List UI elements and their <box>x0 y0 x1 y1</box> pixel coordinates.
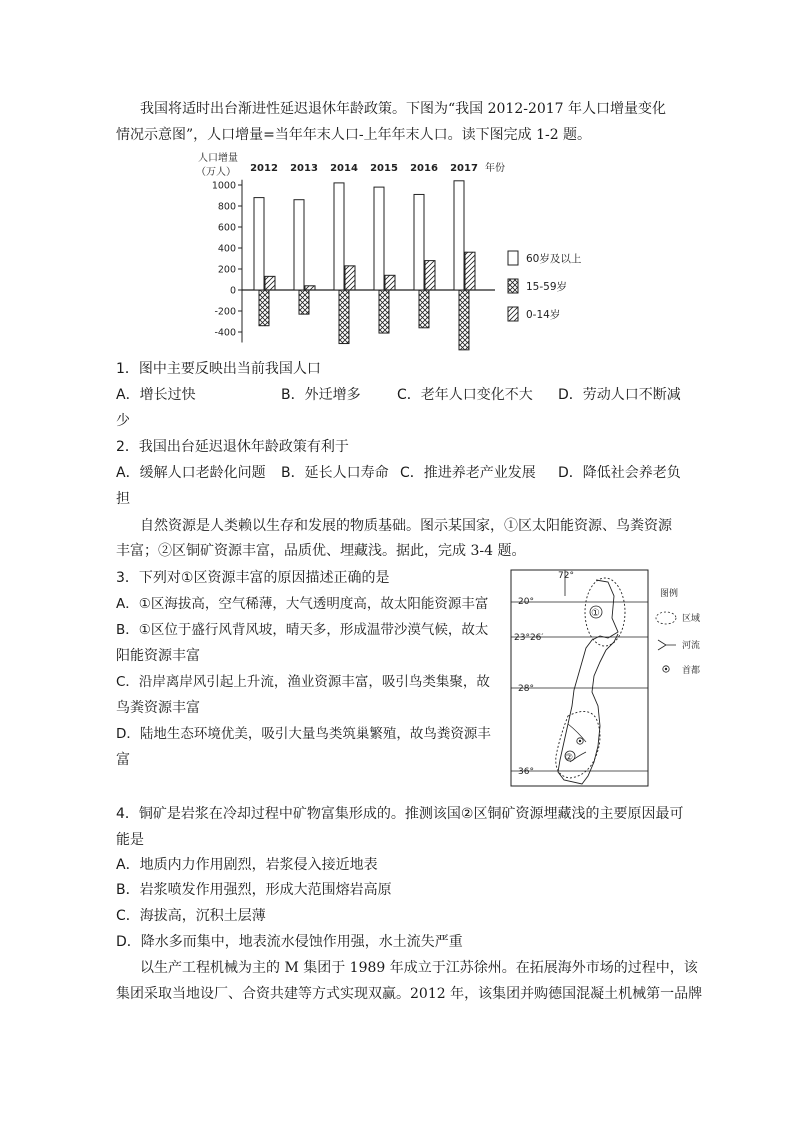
latitude-label-20: 20° <box>518 597 534 607</box>
chart-bar-15-59 <box>419 290 429 328</box>
question-3-option-d-continued: 富 <box>116 752 130 768</box>
chart-bar-60-plus <box>294 200 304 290</box>
chart-legend-label: 60岁及以上 <box>526 253 582 265</box>
question-2-option-d-continued: 担 <box>116 491 130 507</box>
chart-legend-label: 15-59岁 <box>526 281 568 293</box>
intro-paragraph-2-line-2: 丰富；②区铜矿资源丰富，品质优、埋藏浅。据此，完成 3-4 题。 <box>116 543 526 559</box>
question-1-stem: 1．图中主要反映出当前我国人口 <box>116 361 321 377</box>
question-2-option-b[interactable]: B．延长人口寿命 <box>281 465 389 481</box>
chart-y-tick-label: 1000 <box>211 180 236 192</box>
question-1-option-d-continued: 少 <box>116 413 130 429</box>
chart-bar-0-14 <box>465 252 475 290</box>
chart-bar-0-14 <box>265 276 275 290</box>
question-4-option-b[interactable]: B．岩浆喷发作用强烈，形成大范围熔岩高原 <box>116 882 392 898</box>
intro-paragraph-3-line-1: 以生产工程机械为主的 M 集团于 1989 年成立于江苏徐州。在拓展海外市场的过程中，该 <box>140 960 698 976</box>
chart-bar-15-59 <box>259 290 269 326</box>
intro-paragraph-2-line-1: 自然资源是人类赖以生存和发展的物质基础。图示某国家，①区太阳能资源、鸟粪资源 <box>140 518 672 534</box>
region-2-label: ② <box>565 753 574 763</box>
question-1-option-d[interactable]: D．劳动人口不断减 <box>558 387 681 403</box>
chart-bar-60-plus <box>454 181 464 290</box>
intro-paragraph-1-line-2: 情况示意图”，人口增量=当年年末人口-上年年末人口。读下图完成 1-2 题。 <box>116 127 592 143</box>
question-4-stem: 4．铜矿是岩浆在冷却过程中矿物富集形成的。推测该国②区铜矿资源埋藏浅的主要原因最可 <box>116 806 684 822</box>
legend-title: 图例 <box>660 589 679 599</box>
chart-bar-0-14 <box>385 275 395 290</box>
chart-bar-0-14 <box>305 286 315 290</box>
chart-category-label: 2013 <box>290 163 318 174</box>
country-map-figure <box>508 566 708 791</box>
chart-bar-60-plus <box>254 198 264 290</box>
question-3-option-b[interactable]: B．①区位于盛行风背风坡，晴天多，形成温带沙漠气候，故太 <box>116 622 489 638</box>
question-2-option-d[interactable]: D．降低社会养老负 <box>558 465 681 481</box>
chart-y-tick-label: 0 <box>229 285 236 297</box>
chart-x-axis-label: 年份 <box>485 163 505 174</box>
question-1-option-a[interactable]: A．增长过快 <box>116 387 196 403</box>
question-1-option-c[interactable]: C．老年人口变化不大 <box>397 387 533 403</box>
legend-capital-label: 首都 <box>682 666 701 676</box>
capital-marker-dot <box>579 740 581 742</box>
population-increment-chart <box>190 145 610 360</box>
question-4-stem-continued: 能是 <box>116 832 144 848</box>
chart-y-tick-label: 800 <box>217 201 236 213</box>
chart-y-tick-label: -400 <box>214 327 236 339</box>
chart-legend-swatch <box>508 307 518 321</box>
chart-bar-15-59 <box>379 290 389 333</box>
longitude-label-72: 72° <box>558 571 574 581</box>
question-3-option-c-continued: 鸟粪资源丰富 <box>116 700 200 716</box>
chart-bar-60-plus <box>414 194 424 290</box>
region-1-label: ① <box>591 608 600 619</box>
chart-bar-0-14 <box>425 261 435 290</box>
chart-y-tick-label: 400 <box>217 243 236 255</box>
region-2-outline <box>556 711 600 778</box>
question-3-option-c[interactable]: C．沿岸离岸风引起上升流，渔业资源丰富，吸引鸟类集聚，故 <box>116 674 490 690</box>
question-3-option-b-continued: 阳能资源丰富 <box>116 648 200 664</box>
chart-category-label: 2014 <box>330 163 358 174</box>
chart-category-label: 2015 <box>370 163 398 174</box>
chart-legend-label: 0-14岁 <box>526 309 561 321</box>
question-3-option-d[interactable]: D．陆地生态环境优美，吸引大量鸟类筑巢繁殖，故鸟粪资源丰 <box>116 726 491 742</box>
question-3-option-a[interactable]: A．①区海拔高，空气稀薄，大气透明度高，故太阳能资源丰富 <box>116 596 489 612</box>
chart-y-axis-label: 人口增量 <box>198 153 238 164</box>
question-2-stem: 2．我国出台延迟退休年龄政策有利于 <box>116 439 349 455</box>
question-2-option-a[interactable]: A．缓解人口老龄化问题 <box>116 465 266 481</box>
latitude-label-2326: 23°26′ <box>514 633 544 643</box>
question-2-option-c[interactable]: C．推进养老产业发展 <box>400 465 536 481</box>
legend-region-label: 区域 <box>682 614 701 624</box>
chart-y-tick-label: 600 <box>217 222 236 234</box>
intro-paragraph-1-line-1: 我国将适时出台渐进性延迟退休年龄政策。下图为“我国 2012-2017 年人口增量变化 <box>140 101 667 117</box>
question-1-option-b[interactable]: B．外迁增多 <box>281 387 361 403</box>
chart-y-tick-label: 200 <box>217 264 236 276</box>
chart-bar-60-plus <box>374 187 384 290</box>
chart-y-tick-label: -200 <box>214 306 236 318</box>
legend-capital-icon-dot <box>665 668 667 670</box>
chart-category-label: 2012 <box>250 163 278 174</box>
chart-category-label: 2016 <box>410 163 438 174</box>
chart-bar-0-14 <box>345 266 355 290</box>
chart-bar-15-59 <box>339 290 349 344</box>
question-3-stem: 3．下列对①区资源丰富的原因描述正确的是 <box>116 570 390 586</box>
latitude-label-36: 36° <box>518 767 534 777</box>
chart-legend-swatch <box>508 251 518 265</box>
legend-river-label: 河流 <box>682 641 701 651</box>
chart-bar-60-plus <box>334 183 344 290</box>
legend-river-icon <box>658 640 676 650</box>
legend-region-icon <box>656 612 676 624</box>
chart-y-axis-unit: （万人） <box>196 167 236 178</box>
chart-legend-swatch <box>508 279 518 293</box>
chart-category-label: 2017 <box>450 163 478 174</box>
question-4-option-c[interactable]: C．海拔高，沉积土层薄 <box>116 908 266 924</box>
chart-bar-15-59 <box>299 290 309 314</box>
chart-bar-15-59 <box>459 290 469 350</box>
question-4-option-a[interactable]: A．地质内力作用剧烈，岩浆侵入接近地表 <box>116 857 378 873</box>
latitude-label-28: 28° <box>518 684 534 694</box>
question-4-option-d[interactable]: D．降水多而集中，地表流水侵蚀作用强，水土流失严重 <box>116 934 463 950</box>
intro-paragraph-3-line-2: 集团采取当地设厂、合资共建等方式实现双赢。2012 年，该集团并购德国混凝土机械第一品牌 <box>116 986 703 1002</box>
